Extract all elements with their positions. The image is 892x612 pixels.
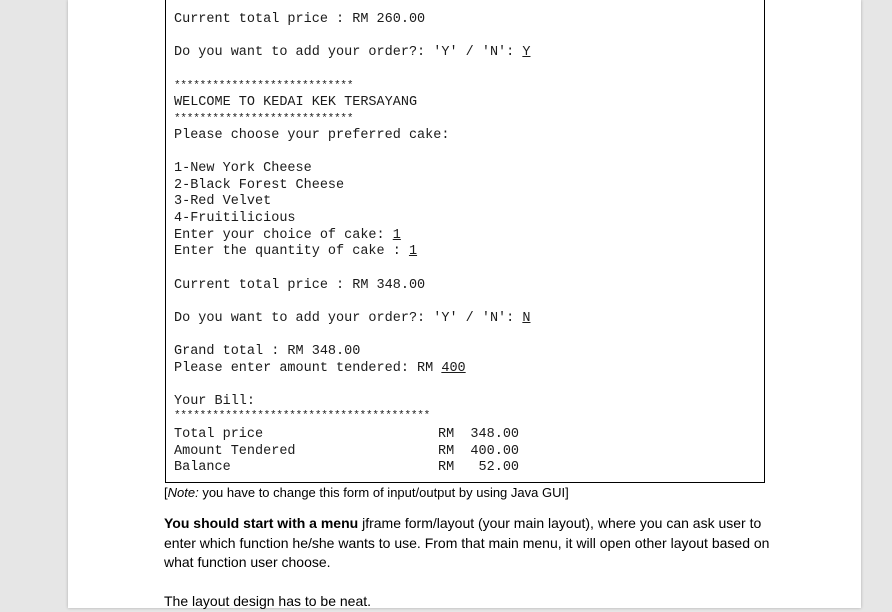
- stars-divider-bottom: ****************************: [174, 113, 354, 125]
- add-order-prompt-2: Do you want to add your order?: 'Y' / 'N':: [174, 311, 523, 326]
- bill-row-label: Amount Tendered: [174, 444, 296, 459]
- note-text: you have to change this form of input/output by using Java GUI]: [198, 485, 569, 500]
- menu-item: 4-Fruitilicious: [174, 211, 296, 226]
- quantity-value: 1: [408, 244, 418, 259]
- instruction-paragraph-2: The layout design has to be neat.: [164, 593, 372, 609]
- grand-total-line: Grand total : RM 348.00: [174, 344, 361, 359]
- current-total-line-2: Current total price : RM 348.00: [174, 278, 426, 293]
- bill-row-amount: 52.00: [462, 460, 520, 475]
- tender-prompt: Please enter amount tendered: RM: [174, 361, 442, 376]
- choice-line: [174, 228, 401, 245]
- note-line: [164, 485, 569, 500]
- welcome-heading: WELCOME TO KEDAI KEK TERSAYANG: [174, 95, 418, 110]
- your-bill-heading: Your Bill:: [174, 394, 256, 409]
- add-order-answer-2: N: [522, 311, 531, 326]
- bill-row-value: [438, 444, 519, 461]
- stars-divider-top: ****************************: [174, 80, 354, 92]
- menu-item: 3-Red Velvet: [174, 194, 272, 209]
- tender-line: [174, 361, 466, 378]
- bill-row-currency: RM: [438, 444, 455, 459]
- choice-value: 1: [392, 228, 401, 243]
- paragraph-body: jframe form/layout (your main layout), where you can ask user to enter which function he/she wants to use. From that main menu, it will open other layout based on what function user choose.: [164, 515, 770, 570]
- add-order-line-1: [174, 45, 530, 62]
- choose-cake-prompt: Please choose your preferred cake:: [174, 128, 450, 143]
- menu-item: 1-New York Cheese: [174, 161, 312, 176]
- tender-value: 400: [441, 361, 466, 376]
- bill-row-label: Balance: [174, 460, 231, 475]
- bill-row-amount: 348.00: [462, 427, 520, 442]
- note-label: Note:: [167, 485, 199, 500]
- add-order-answer-1: Y: [522, 45, 531, 60]
- bill-row-amount: 400.00: [462, 444, 520, 459]
- quantity-line: [174, 244, 417, 261]
- quantity-prompt: Enter the quantity of cake :: [174, 244, 409, 259]
- stars-divider-bill: ****************************************: [174, 410, 431, 422]
- menu-item: 2-Black Forest Cheese: [174, 178, 345, 193]
- bill-row-currency: RM: [438, 460, 455, 475]
- add-order-prompt-1: Do you want to add your order?: 'Y' / 'N':: [174, 45, 523, 60]
- instruction-paragraph-1: [164, 514, 774, 573]
- bill-row-currency: RM: [438, 427, 455, 442]
- choice-prompt: Enter your choice of cake:: [174, 228, 393, 243]
- bill-row-value: [438, 427, 519, 444]
- current-total-line-1: Current total price : RM 260.00: [174, 12, 426, 27]
- bill-row-value: [438, 460, 519, 477]
- note-open: [: [164, 485, 168, 500]
- add-order-line-2: [174, 311, 530, 328]
- paragraph-bold-lead: You should start with a menu: [164, 515, 359, 531]
- bill-row-label: Total price: [174, 427, 264, 442]
